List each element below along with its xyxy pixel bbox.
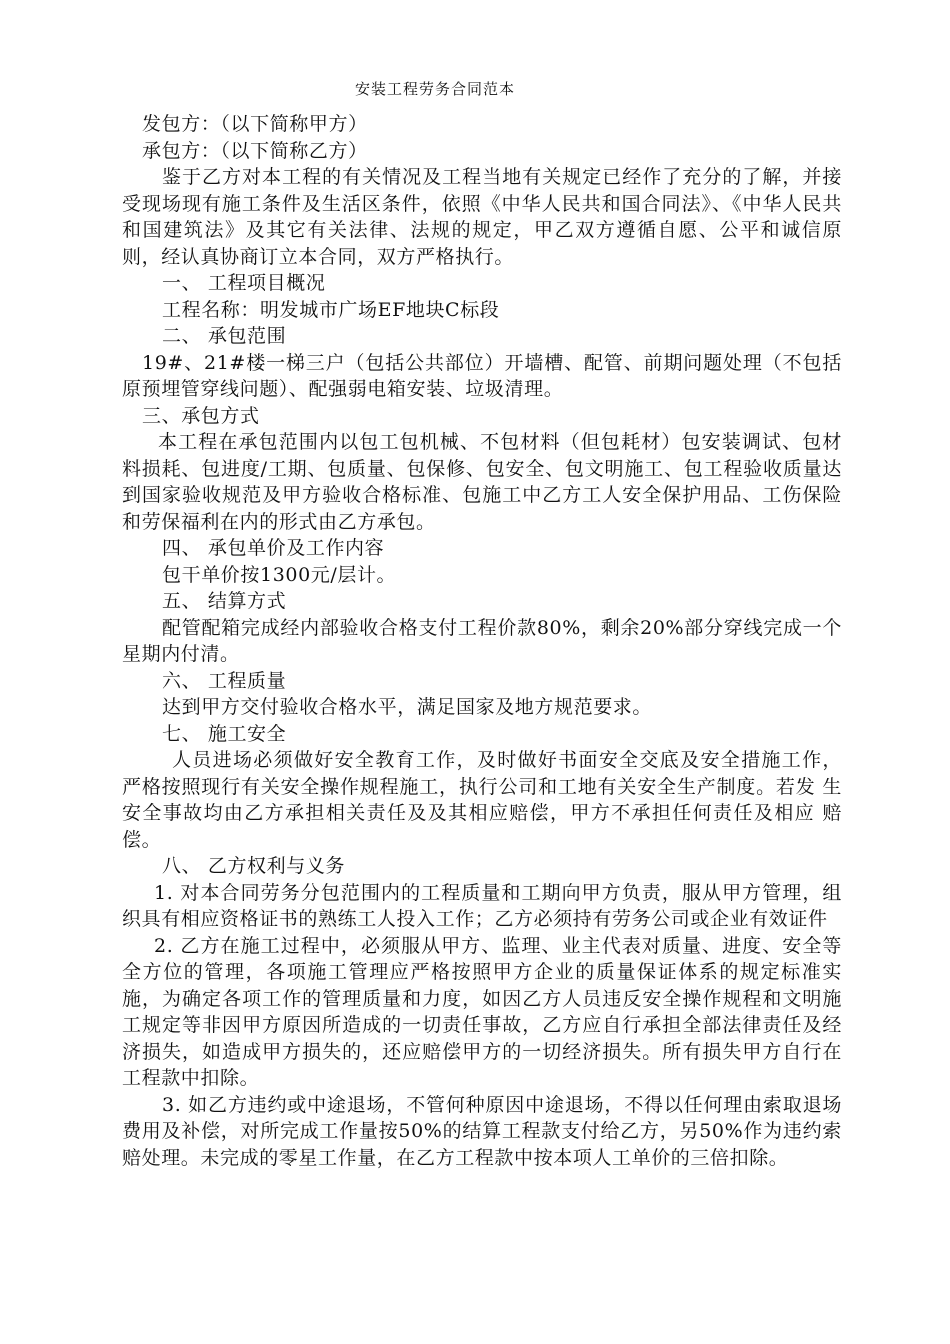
party-b-line: 承包方：（以下简称乙方） [142,139,368,162]
obligation-item-3: 3. 如乙方违约或中途退场，不管何种原因中途退场，不得以任何理由索取退场费用及补偿，对所完成工作量按50%的结算工程款支付给乙方，另50%作为违约索赔处理。未完成的零星工作量，在乙方工程款中按本项人工单价的三倍扣除。 [122,1093,842,1169]
section-heading-5: 五、 结算方式 [162,590,287,612]
obligation-item-1: 1. 对本合同劳务分包范围内的工程质量和工期向甲方负责，服从甲方管理，组织具有相应资格证书的熟练工人投入工作；乙方必须持有劳务公司或企业有效证件 [122,881,842,930]
section-heading-7: 七、 施工安全 [162,722,287,745]
document-body [122,111,842,1171]
unit-price-line: 包干单价按1300元/层计。 [162,563,397,586]
settlement-paragraph: 配管配箱完成经内部验收合格支付工程价款80%，剩余20%部分穿线完成一个星期内付清。 [122,616,842,665]
quality-paragraph: 达到甲方交付验收合格水平，满足国家及地方规范要求。 [162,696,653,718]
party-a-line: 发包方：（以下简称甲方） [142,113,368,135]
section-heading-1: 一、 工程项目概况 [162,272,326,294]
obligation-item-2: 2. 乙方在施工过程中，必须服从甲方、监理、业主代表对质量、进度、安全等全方位的管理，各项施工管理应严格按照甲方企业的质量保证体系的规定标准实施，为确定各项工作的管理质量和力度，如因乙方人员违反安全操作规程和文明施工规定等非因甲方原因所造成的一切责任事故，乙方应自行承担全部法律责任及经济损失，如造成甲方损失的，还应赔偿甲方的一切经济损失。所有损失甲方自行在工程款中扣除。 [122,934,842,1089]
section-heading-4: 四、 承包单价及工作内容 [162,537,385,559]
safety-paragraph: 人员进场必须做好安全教育工作，及时做好书面安全交底及安全措施工作， 严格按照现行有关安全操作规程施工，执行公司和工地有关安全生产制度。若发 生安全事故均由乙方承担相关责任及及其相应赔偿，甲方不承担任何责任及相应 赔偿。 [122,749,842,851]
section-heading-2: 二、 承包范围 [162,325,287,347]
section-heading-8: 八、 乙方权利与义务 [162,855,346,877]
document-title: 安装工程劳务合同范本 [354,80,515,98]
section-heading-6: 六、 工程质量 [162,669,287,692]
project-name-line: 工程名称：明发城市广场EF地块C标段 [162,298,500,321]
preamble-paragraph: 鉴于乙方对本工程的有关情况及工程当地有关规定已经作了充分的了解，并接受现场现有施工条件及生活区条件，依照《中华人民共和国合同法》、《中华人民共和国建筑法》及其它有关法律、法规的规定，甲乙双方遵循自愿、公平和诚信原则，经认真协商订立本合同，双方严格执行。 [122,166,842,268]
contract-mode-paragraph: 本工程在承包范围内以包工包机械、不包材料（但包耗材）包安装调试、包材料损耗、包进度/工期、包质量、包保修、包安全、包文明施工、包工程验收质量达到国家验收规范及甲方验收合格标准、包施工中乙方工人安全保护用品、工伤保险和劳保福利在内的形式由乙方承包。 [122,431,842,533]
section-heading-3: 三、承包方式 [142,404,260,427]
scope-paragraph: 19#、21#楼一梯三户（包括公共部位）开墙槽、配管、前期问题处理（不包括原预埋管穿线问题）、配强弱电箱安装、垃圾清理。 [122,351,842,400]
